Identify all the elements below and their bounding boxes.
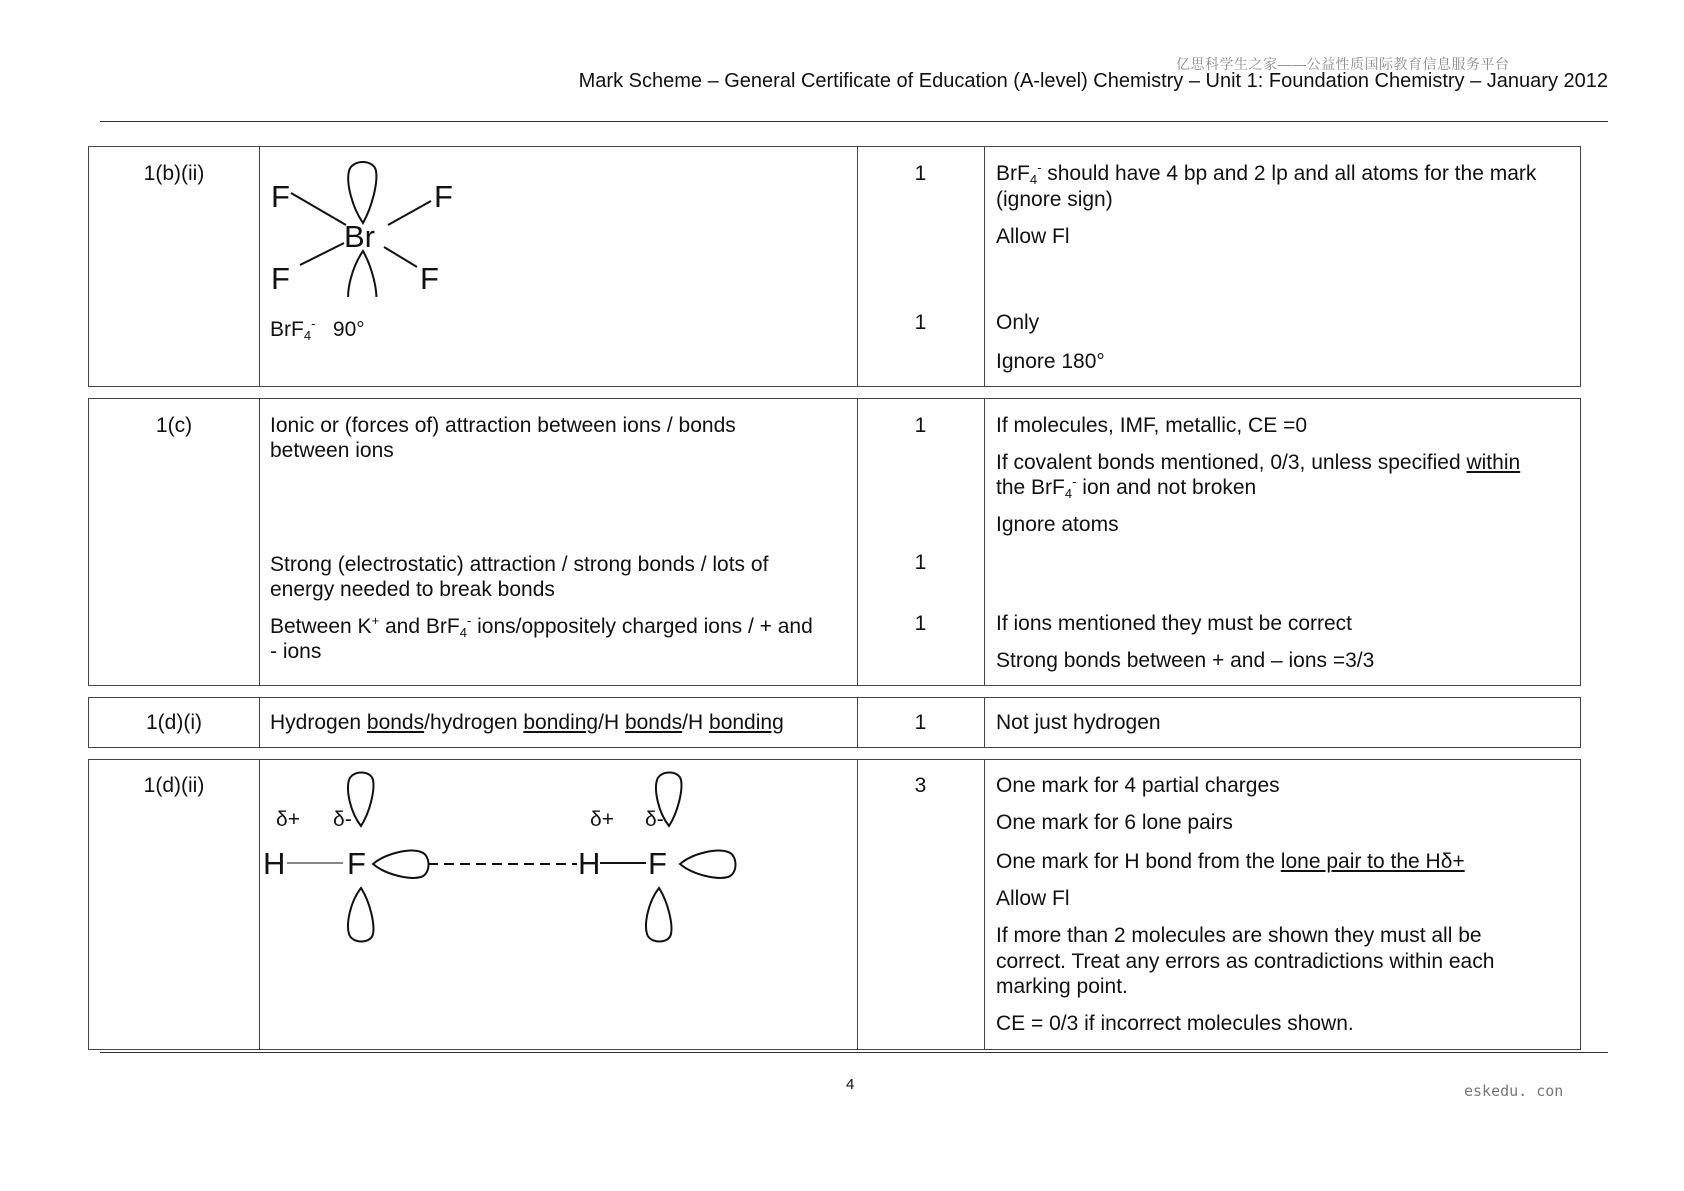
mark: 1 <box>914 711 927 734</box>
mark: 1 <box>914 162 927 185</box>
comment: Allow Fl <box>996 887 1070 910</box>
comment: Ignore atoms <box>996 513 1119 536</box>
bond-upper-right <box>388 201 431 225</box>
lone-pair-bottom <box>348 251 376 297</box>
comment: One mark for 4 partial charges <box>996 774 1280 797</box>
atom-f-lower-left: F <box>271 261 290 296</box>
comment: If more than 2 molecules are shown they must all be <box>996 924 1482 947</box>
atom-f: F <box>648 846 667 881</box>
comment: Only <box>996 311 1040 334</box>
answer-ion-angle: BrF$_4$- 90° <box>270 316 365 343</box>
comment: Strong bonds between + and – ions =3/3 <box>996 649 1375 672</box>
answer-text: Ionic or (forces of) attraction between ions / bonds <box>270 414 736 437</box>
delta-plus-label: δ+ <box>590 808 614 831</box>
atom-br: Br <box>344 219 375 254</box>
row-1d-i <box>88 697 1581 748</box>
comment: marking point. <box>996 975 1128 998</box>
comment: (ignore sign) <box>996 188 1113 211</box>
atom-f-upper-left: F <box>271 179 290 214</box>
watermark: 亿思科学生之家——公益性质国际教育信息服务平台 <box>1176 56 1510 72</box>
atom-h: H <box>263 846 286 881</box>
mark: 3 <box>914 774 927 797</box>
comment: correct. Treat any errors as contradictions within each <box>996 950 1495 973</box>
delta-plus-label: δ+ <box>276 808 300 831</box>
row-1c <box>88 398 1581 686</box>
bond-lower-right <box>384 247 417 267</box>
answer-text: between ions <box>270 439 394 462</box>
brf4-shape-diagram <box>260 147 560 297</box>
comment: One mark for H bond from the lone pair to the Hδ+ <box>996 850 1465 873</box>
answer-text: - ions <box>270 640 322 663</box>
comment: If covalent bonds mentioned, 0/3, unless specified within <box>996 451 1521 474</box>
question-number: 1(b)(ii) <box>143 162 205 185</box>
mark: 1 <box>914 311 927 334</box>
question-number: 1(d)(ii) <box>143 774 205 797</box>
row-1d-ii <box>88 759 1581 1050</box>
lone-pair-right <box>373 851 429 878</box>
comment: If molecules, IMF, metallic, CE =0 <box>996 414 1308 437</box>
comment: the BrF$_4$- ion and not broken <box>996 474 1257 501</box>
atom-f: F <box>347 846 366 881</box>
comment: CE = 0/3 if incorrect molecules shown. <box>996 1012 1354 1035</box>
answer-text: energy needed to break bonds <box>270 578 555 601</box>
answer-text: Hydrogen bonds/hydrogen bonding/H bonds/H bonding <box>270 711 784 734</box>
atom-h: H <box>578 846 601 881</box>
footer-rule <box>100 1052 1608 1053</box>
question-number: 1(d)(i) <box>146 711 202 734</box>
comment: If ions mentioned they must be correct <box>996 612 1353 635</box>
comment: Allow Fl <box>996 225 1070 248</box>
bond-lower-left <box>300 243 344 265</box>
lone-pair-top <box>348 773 373 827</box>
site-watermark: eskedu. con <box>1464 1082 1564 1100</box>
atom-f-lower-right: F <box>420 261 439 296</box>
delta-minus-label: δ- <box>333 808 352 831</box>
hf-hydrogen-bond-diagram <box>260 760 820 960</box>
delta-minus-label: δ- <box>645 808 664 831</box>
mark: 1 <box>914 612 927 635</box>
comment: Ignore 180° <box>996 350 1105 373</box>
page-number: 4 <box>846 1076 855 1093</box>
lone-pair-right <box>680 851 736 878</box>
bond-upper-left <box>291 193 346 225</box>
comment: BrF$_4$- should have 4 bp and 2 lp and all atoms for the mark <box>996 160 1537 187</box>
lone-pair-top <box>348 162 376 223</box>
page-header: Mark Scheme – General Certificate of Education (A-level) Chemistry – Unit 1: Foundation Chemistry – January 2012 <box>578 70 1608 92</box>
row-1b-ii <box>88 146 1581 387</box>
atom-f-upper-right: F <box>434 179 453 214</box>
lone-pair-bottom <box>348 888 373 942</box>
comment: One mark for 6 lone pairs <box>996 811 1233 834</box>
mark: 1 <box>914 414 927 437</box>
mark: 1 <box>914 551 927 574</box>
comment: Not just hydrogen <box>996 711 1161 734</box>
answer-text: Between K+ and BrF$_4$- ions/oppositely charged ions / + and <box>270 613 813 640</box>
question-number: 1(c) <box>155 414 193 437</box>
header-rule <box>100 121 1608 122</box>
answer-text: Strong (electrostatic) attraction / strong bonds / lots of <box>270 553 769 576</box>
lone-pair-bottom <box>646 888 671 942</box>
